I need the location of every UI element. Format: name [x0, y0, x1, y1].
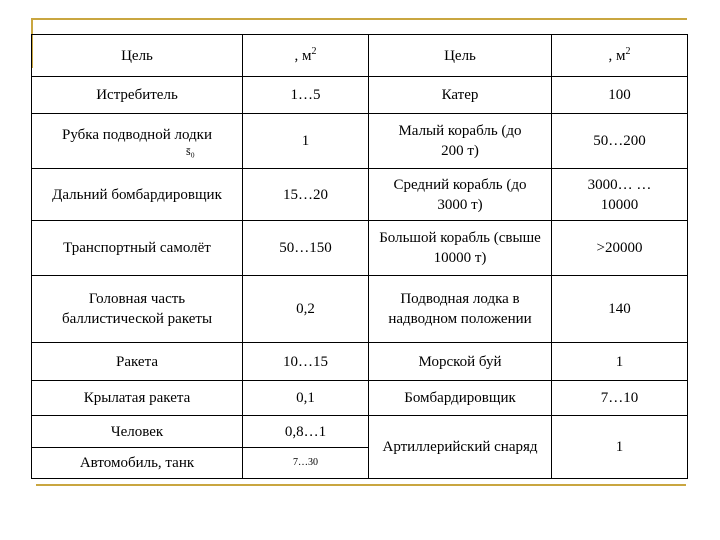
cell-target: Головная часть баллистической ракеты	[32, 276, 243, 343]
cell-rcs: 1…5	[243, 77, 369, 114]
cell-target: Бомбардировщик	[369, 381, 552, 416]
cell-rcs: 0,8…1	[243, 416, 369, 448]
cell-target: Артиллерийский снаряд	[369, 416, 552, 479]
rcs-table	[31, 34, 688, 479]
cell-target: Средний корабль (до 3000 т)	[369, 169, 552, 221]
header-target-1: Цель	[32, 35, 243, 77]
table-row	[32, 114, 688, 169]
cell-target: Ракета	[32, 343, 243, 381]
cell-rcs: 15…20	[243, 169, 369, 221]
cell-rcs: >20000	[552, 221, 688, 276]
cell-rcs: 1	[552, 343, 688, 381]
table-row	[32, 343, 688, 381]
cell-target: Подводная лодка в надводном положении	[369, 276, 552, 343]
header-target-2: Цель	[369, 35, 552, 77]
cell-rcs: 7…10	[552, 381, 688, 416]
cell-target: Катер	[369, 77, 552, 114]
cell-rcs: 50…200	[552, 114, 688, 169]
cell-rcs: 3000… …10000	[552, 169, 688, 221]
cell-target: Транспортный самолёт	[32, 221, 243, 276]
cell-rcs: 50…150	[243, 221, 369, 276]
cell-rcs: 10…15	[243, 343, 369, 381]
symbol-subscript: s̄₀	[186, 144, 195, 158]
header-rcs-1: , $м^2$	[243, 35, 369, 77]
table-row	[32, 416, 688, 448]
table-row	[32, 381, 688, 416]
cell-target: Автомобиль, танк	[32, 448, 243, 479]
cell-rcs: 0,2	[243, 276, 369, 343]
cell-rcs: 100	[552, 77, 688, 114]
cell-rcs: 1	[552, 416, 688, 479]
cell-target: Малый корабль (до 200 т)	[369, 114, 552, 169]
bottom-decor-line	[36, 484, 686, 486]
cell-target: Дальний бомбардировщик	[32, 169, 243, 221]
table-row	[32, 221, 688, 276]
top-decor-line	[31, 18, 687, 20]
cell-rcs: 140	[552, 276, 688, 343]
table-row	[32, 77, 688, 114]
cell-target: Морской буй	[369, 343, 552, 381]
cell-rcs: 1	[243, 114, 369, 169]
cell-target: Истребитель	[32, 77, 243, 114]
cell-target: Большой корабль (свыше 10000 т)	[369, 221, 552, 276]
table-header-row	[32, 35, 688, 77]
cell-target: Человек	[32, 416, 243, 448]
cell-target: Крылатая ракета	[32, 381, 243, 416]
table-row	[32, 276, 688, 343]
table-row	[32, 169, 688, 221]
cell-rcs: 7…30	[243, 448, 369, 479]
cell-rcs: 0,1	[243, 381, 369, 416]
header-rcs-2: , $м^2$	[552, 35, 688, 77]
cell-target: Рубка подводной лодки s̄₀	[32, 114, 243, 169]
